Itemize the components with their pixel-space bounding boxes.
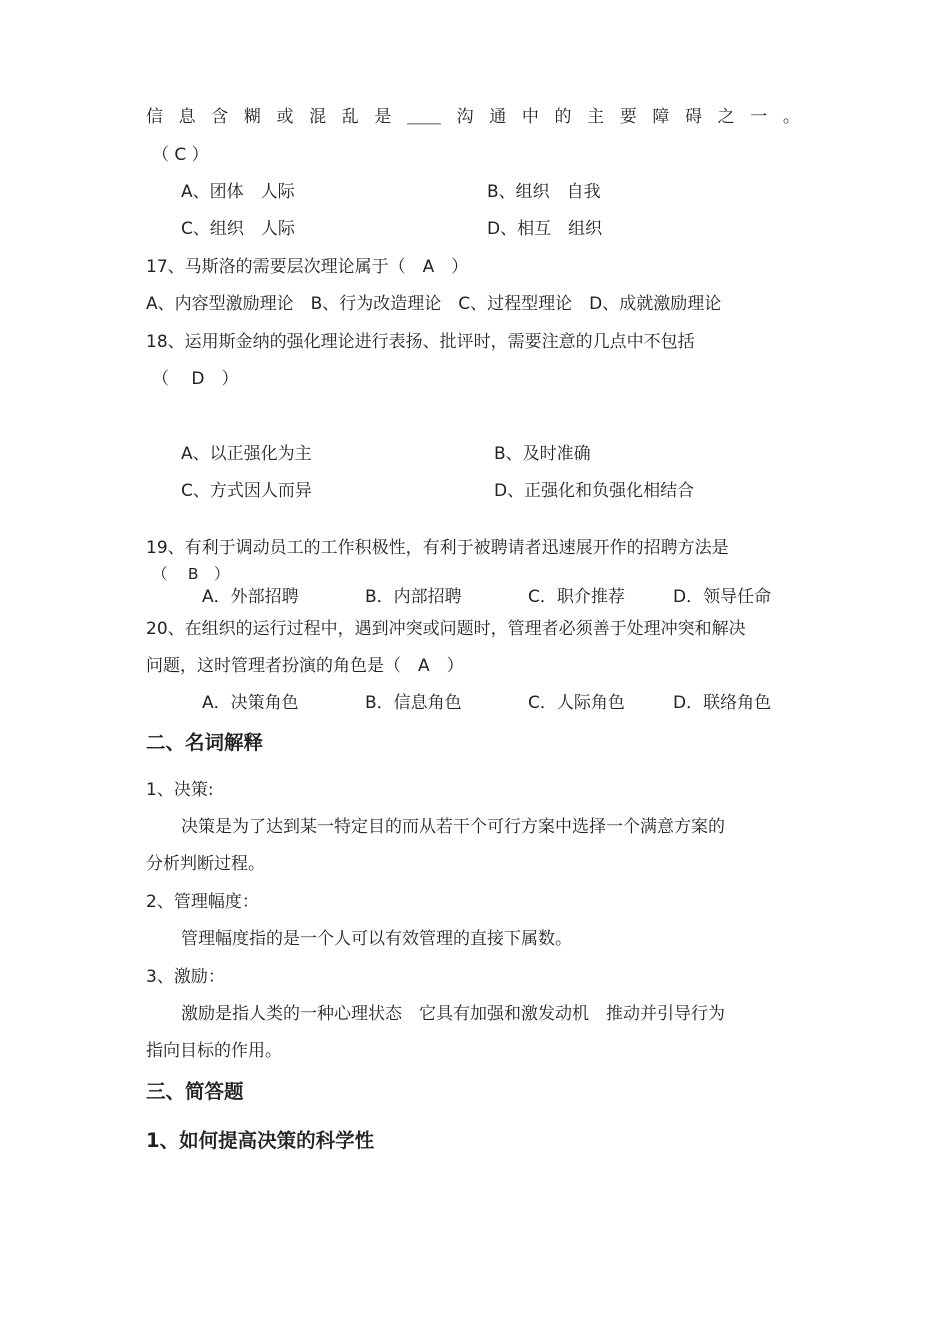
q16-stem-char: 乱 — [341, 107, 359, 127]
q18-option-c: C、方式因人而异 — [181, 481, 312, 501]
q19-answer: （ B ） — [152, 565, 230, 583]
q20-option-c: C．人际角色 — [528, 693, 625, 713]
q16-stem-char: 。 — [782, 107, 800, 127]
q20-option-d: D．联络角色 — [673, 693, 772, 713]
term3-heading: 3、激励： — [146, 967, 225, 987]
q16-stem-char: 信 — [146, 107, 163, 127]
term1-heading: 1、决策: — [146, 780, 214, 800]
q16-stem-char: 或 — [276, 107, 294, 127]
q20-option-a: A．决策角色 — [202, 693, 299, 713]
term3-def-line2: 指向目标的作用。 — [146, 1041, 282, 1061]
q20-stem-line2: 问题，这时管理者扮演的角色是（ A ） — [146, 656, 464, 676]
term2-heading: 2、管理幅度： — [146, 892, 259, 912]
q16-stem-char: 沟 — [456, 107, 474, 127]
q16-stem-char: 混 — [309, 107, 327, 127]
term2-def-line1: 管理幅度指的是一个人可以有效管理的直接下属数。 — [181, 929, 572, 949]
q17-stem: 17、马斯洛的需要层次理论属于（ A ） — [146, 257, 469, 277]
q17-options: A、内容型激励理论 B、行为改造理论 C、过程型理论 D、成就激励理论 — [146, 294, 722, 314]
q16-stem-char: 一 — [750, 107, 768, 127]
q16-option-b: B、组织 自我 — [487, 182, 601, 202]
q16-stem-char: 息 — [178, 107, 196, 127]
q18-option-a: A、以正强化为主 — [181, 444, 312, 464]
q20-option-b: B．信息角色 — [365, 693, 462, 713]
q16-stem-char: 糊 — [243, 107, 261, 127]
q16-stem-char: 碍 — [685, 107, 702, 127]
q19-option-a: A．外部招聘 — [202, 587, 299, 607]
q20-stem-line1: 20、在组织的运行过程中，遇到冲突或问题时，管理者必须善于处理冲突和解决 — [146, 619, 746, 639]
q16-stem-blank: ＿＿ — [407, 107, 441, 127]
q18-stem: 18、运用斯金纳的强化理论进行表扬、批评时，需要注意的几点中不包括 — [146, 332, 695, 352]
q16-stem-char: 要 — [619, 107, 637, 127]
q18-option-d: D、正强化和负强化相结合 — [494, 481, 695, 501]
q16-option-c: C、组织 人际 — [181, 219, 295, 239]
q19-option-c: C．职介推荐 — [528, 587, 625, 607]
q16-stem-char: 通 — [489, 107, 507, 127]
q19-option-b: B．内部招聘 — [365, 587, 462, 607]
section3-title: 三、简答题 — [146, 1080, 244, 1103]
q19-option-d: D．领导任命 — [673, 587, 772, 607]
term1-def-line2: 分析判断过程。 — [146, 854, 265, 874]
q16-stem-char: 含 — [211, 107, 229, 127]
q16-stem — [146, 106, 800, 128]
section3-question1: 1、如何提高决策的科学性 — [146, 1129, 375, 1152]
q16-stem-char: 的 — [554, 107, 572, 127]
q18-option-b: B、及时准确 — [494, 444, 591, 464]
q16-answer: （ C ） — [152, 145, 209, 165]
section2-title: 二、名词解释 — [146, 731, 264, 754]
term3-def-line1: 激励是指人类的一种心理状态 它具有加强和激发动机 推动并引导行为 — [181, 1004, 725, 1024]
q16-option-d: D、相互 组织 — [487, 219, 603, 239]
q18-answer: （ D ） — [152, 369, 239, 389]
q16-stem-char: 是 — [374, 107, 392, 127]
q16-stem-char: 之 — [717, 107, 735, 127]
term1-def-line1: 决策是为了达到某一特定目的而从若干个可行方案中选择一个满意方案的 — [181, 817, 725, 837]
q16-stem-char: 障 — [652, 107, 670, 127]
q16-stem-char: 中 — [521, 107, 539, 127]
q19-stem: 19、有利于调动员工的工作积极性，有利于被聘请者迅速展开作的招聘方法是 — [146, 538, 729, 558]
q16-option-a: A、团体 人际 — [181, 182, 295, 202]
q16-stem-char: 主 — [587, 107, 605, 127]
